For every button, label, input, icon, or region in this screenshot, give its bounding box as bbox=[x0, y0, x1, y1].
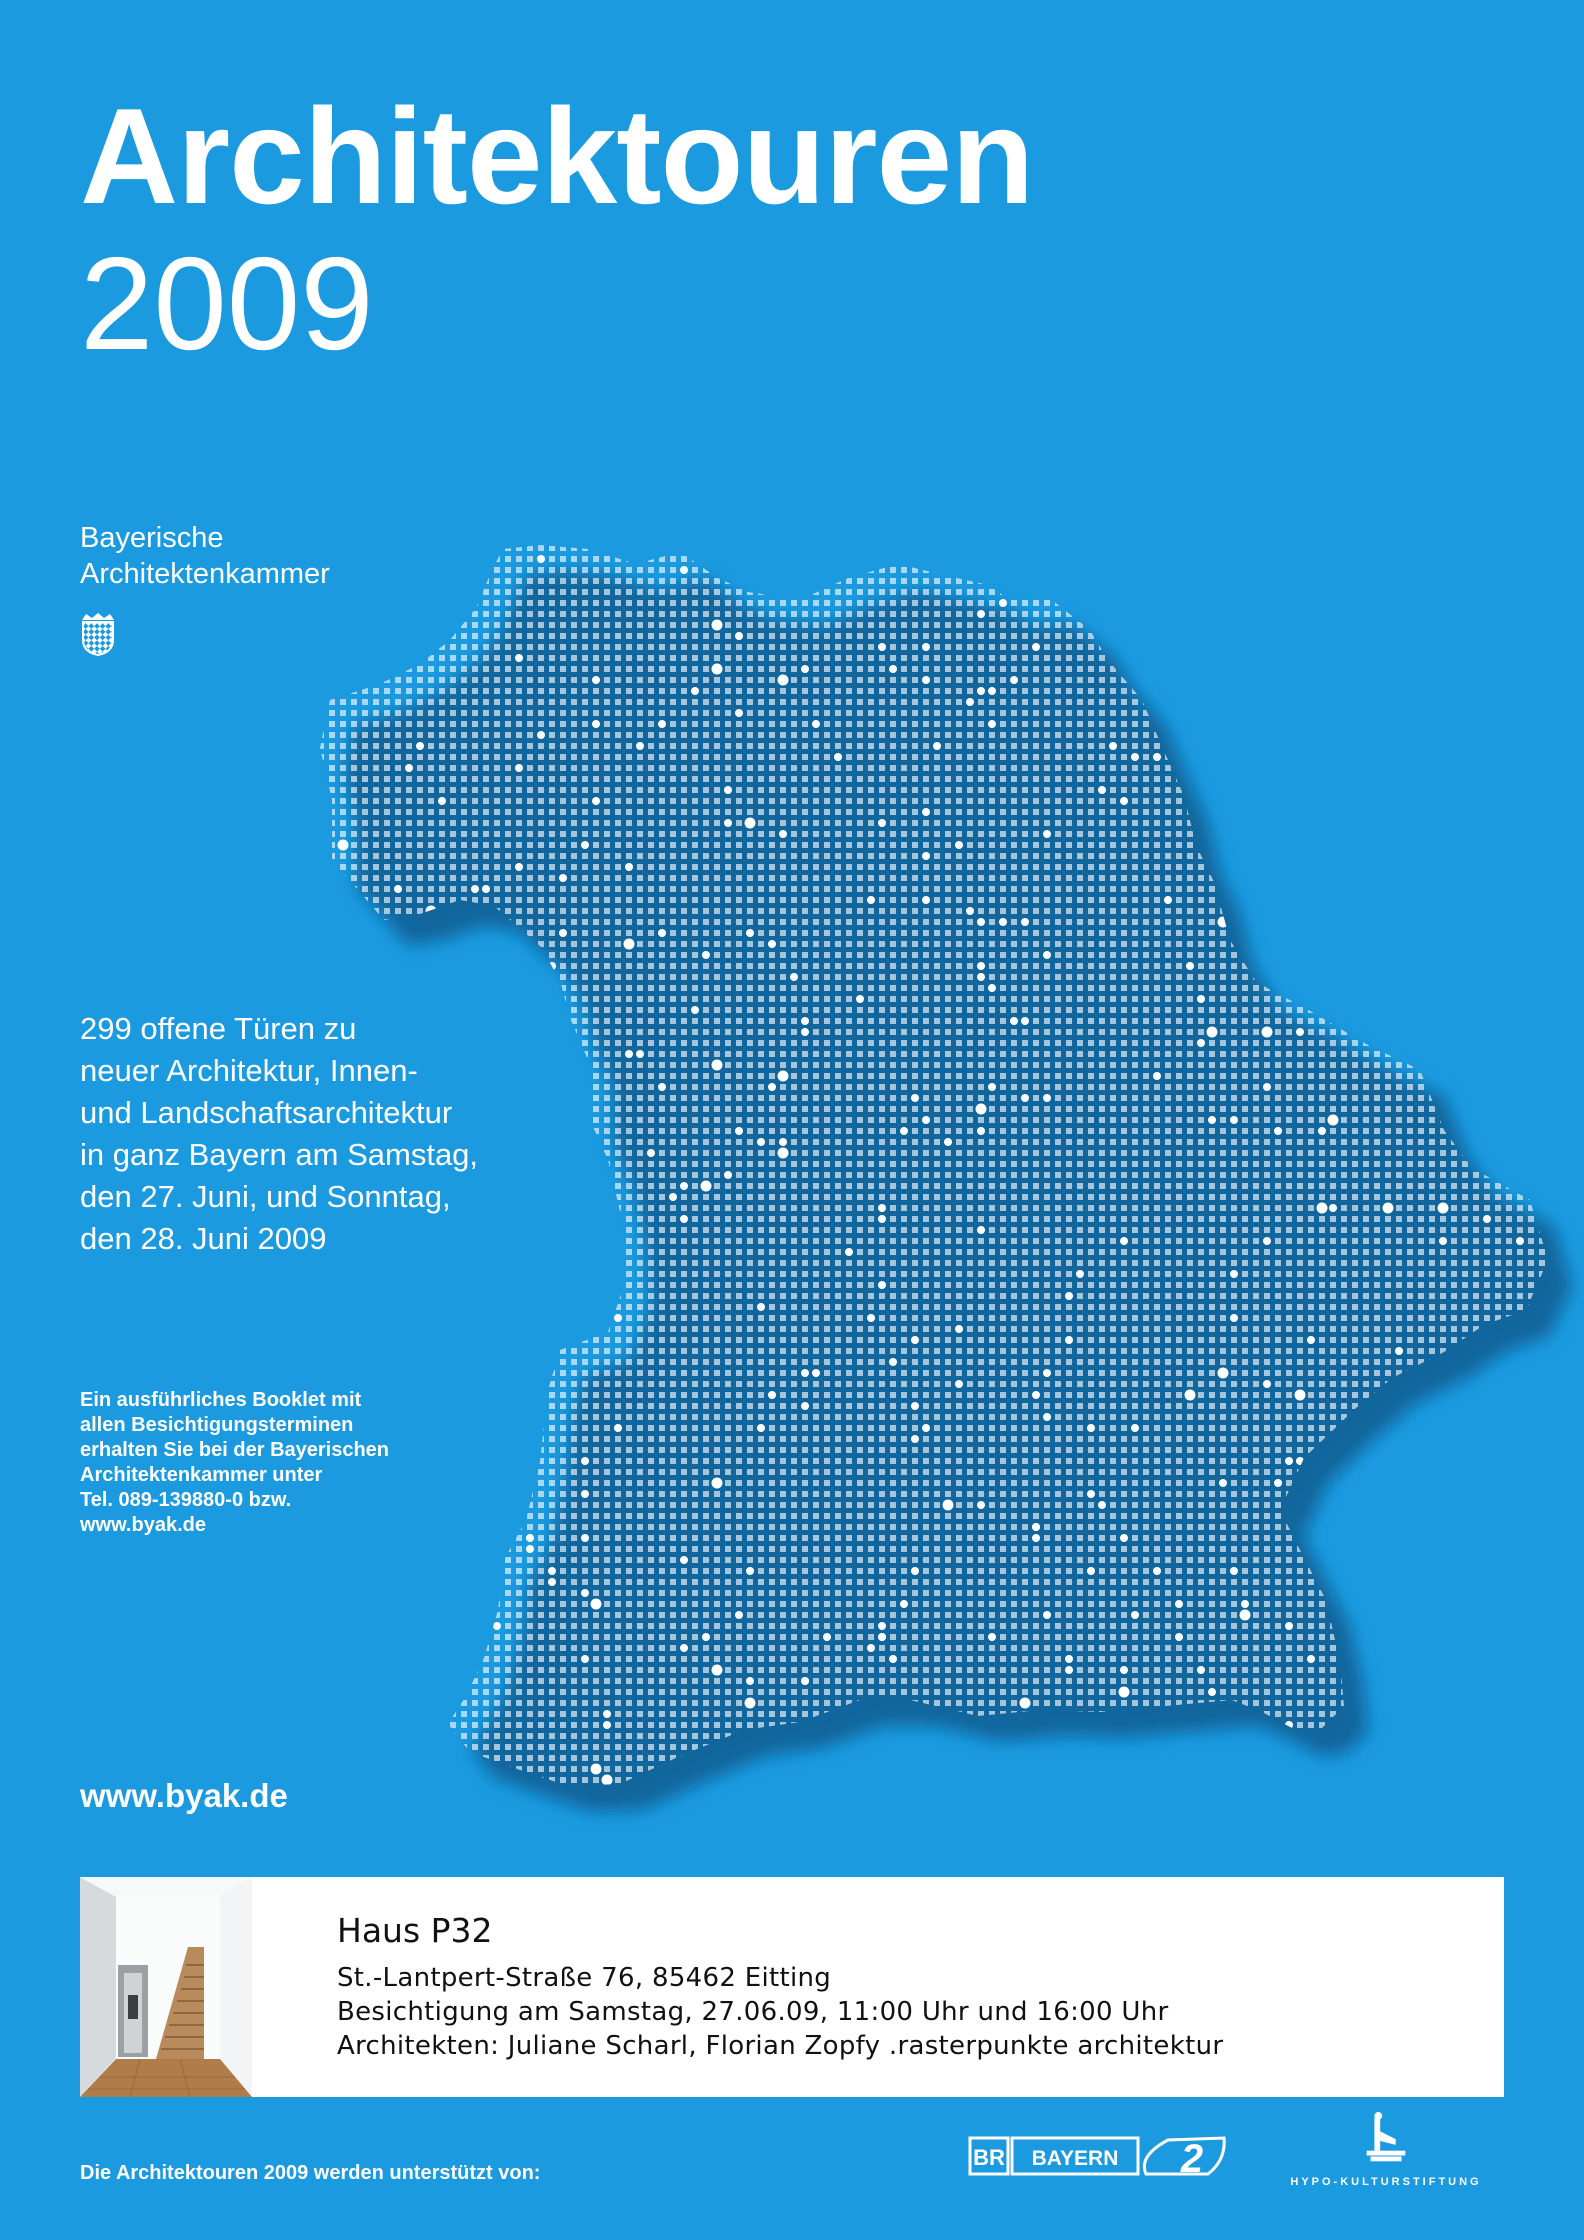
booklet-line: Tel. 089-139880-0 bzw. bbox=[80, 1488, 500, 1513]
hypo-kulturstiftung-logo bbox=[1270, 2112, 1502, 2188]
project-visit-times: Besichtigung am Samstag, 27.06.09, 11:00 Uhr und 16:00 Uhr bbox=[337, 1995, 1223, 2029]
intro-line: neuer Architektur, Innen- bbox=[80, 1050, 600, 1092]
booklet-line: Ein ausführliches Booklet mit bbox=[80, 1388, 500, 1413]
intro-line: 299 offene Türen zu bbox=[80, 1008, 600, 1050]
booklet-info bbox=[80, 1388, 500, 1538]
br-number: 2 bbox=[1180, 2137, 1203, 2181]
br-mark: BR bbox=[973, 2145, 1005, 2170]
organization-line: Architektenkammer bbox=[80, 556, 330, 592]
intro-line: den 28. Juni 2009 bbox=[80, 1218, 600, 1260]
booklet-line: Architektenkammer unter bbox=[80, 1463, 500, 1488]
interior-staircase-photo bbox=[80, 1877, 252, 2097]
project-address: St.-Lantpert-Straße 76, 85462 Eitting bbox=[337, 1961, 1223, 1995]
organization-name bbox=[80, 520, 330, 592]
intro-text bbox=[80, 1008, 600, 1260]
project-details bbox=[337, 1911, 1223, 2063]
poster-year: 2009 bbox=[80, 238, 374, 370]
hypo-name: HYPO-KULTURSTIFTUNG bbox=[1270, 2176, 1502, 2188]
booklet-line: allen Besichtigungsterminen bbox=[80, 1413, 500, 1438]
booklet-line: erhalten Sie bei der Bayerischen bbox=[80, 1438, 500, 1463]
organization-line: Bayerische bbox=[80, 520, 330, 556]
intro-line: den 27. Juni, und Sonntag, bbox=[80, 1176, 600, 1218]
project-name: Haus P32 bbox=[337, 1911, 1223, 1951]
intro-line: und Landschaftsarchitektur bbox=[80, 1092, 600, 1134]
project-panel bbox=[80, 1877, 1504, 2097]
website-link[interactable]: www.byak.de bbox=[80, 1777, 288, 1815]
booklet-line[interactable]: www.byak.de bbox=[80, 1513, 500, 1538]
bavarian-coat-of-arms-icon bbox=[80, 612, 116, 656]
bayern2-logo bbox=[968, 2130, 1228, 2182]
br-name: BAYERN bbox=[1032, 2147, 1119, 2170]
poster-title: Architektouren bbox=[80, 88, 1033, 224]
project-architects: Architekten: Juliane Scharl, Florian Zopfy .rasterpunkte architektur bbox=[337, 2029, 1223, 2063]
supported-by-text: Die Architektouren 2009 werden unterstützt von: bbox=[80, 2162, 540, 2185]
intro-line: in ganz Bayern am Samstag, bbox=[80, 1134, 600, 1176]
